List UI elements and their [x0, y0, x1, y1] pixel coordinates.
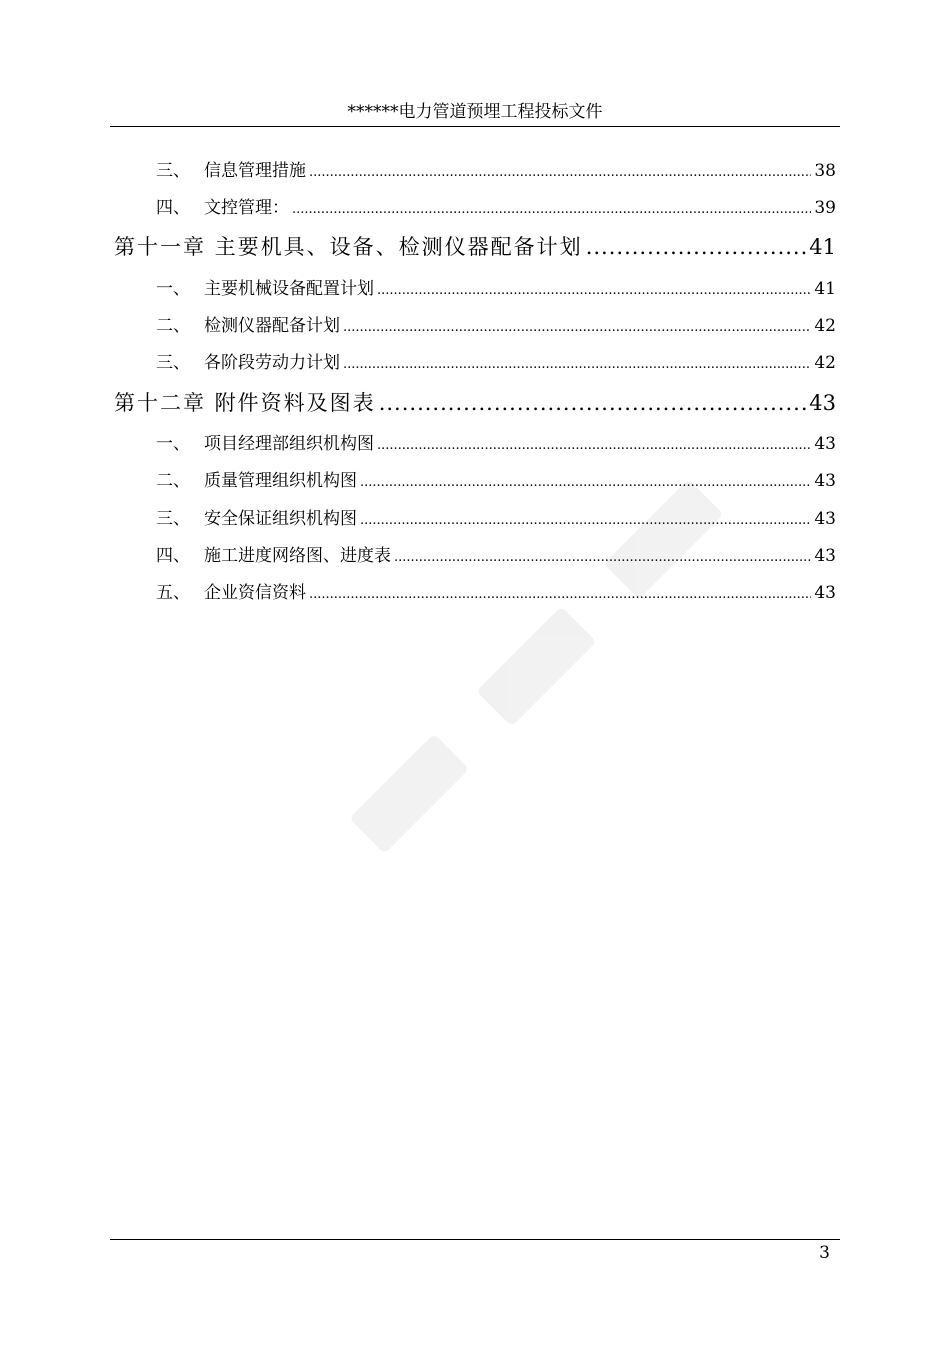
toc-entry-number: 三、 — [156, 161, 190, 181]
toc-entry-label: 企业资信资料 — [204, 583, 306, 603]
toc-entry-page: 43 — [814, 583, 836, 603]
dot-leader — [394, 544, 811, 570]
dot-leader — [309, 159, 811, 185]
header-divider — [110, 126, 840, 127]
toc-entry[interactable] — [156, 196, 836, 220]
dot-leader — [377, 432, 811, 458]
toc-entry[interactable] — [156, 432, 836, 456]
toc-entry[interactable] — [156, 469, 836, 493]
toc-entry-number: 三、 — [156, 509, 190, 529]
toc-entry-label: 施工进度网络图、进度表 — [204, 546, 391, 566]
toc-chapter-entry[interactable] — [114, 232, 836, 262]
watermark-block — [476, 606, 596, 726]
toc-entry-page: 39 — [814, 198, 836, 218]
toc-chapter-entry[interactable] — [114, 388, 836, 418]
page-number: 3 — [819, 1243, 830, 1263]
footer-divider — [110, 1239, 840, 1240]
toc-entry-label: 主要机械设备配置计划 — [204, 279, 374, 299]
dot-leader — [309, 581, 811, 607]
toc-entry-page: 42 — [814, 316, 836, 336]
toc-chapter-label: 第十一章 主要机具、设备、检测仪器配备计划 — [114, 235, 583, 259]
toc-entry[interactable] — [156, 277, 836, 301]
toc-entry-number: 四、 — [156, 198, 190, 218]
toc-entry[interactable] — [156, 581, 836, 605]
toc-entry-label: 文控管理： — [204, 198, 289, 218]
toc-chapter-page: 43 — [809, 391, 836, 415]
dot-leader — [360, 469, 811, 495]
toc-entry[interactable] — [156, 159, 836, 183]
toc-entry-label: 项目经理部组织机构图 — [204, 434, 374, 454]
running-header-title: ******电力管道预埋工程投标文件 — [347, 102, 603, 122]
toc-entry-label: 安全保证组织机构图 — [204, 509, 357, 529]
toc-entry-number: 五、 — [156, 583, 190, 603]
toc-entry-label: 各阶段劳动力计划 — [204, 353, 340, 373]
toc-entry[interactable] — [156, 507, 836, 531]
toc-entry-page: 41 — [814, 279, 836, 299]
toc-entry-label: 检测仪器配备计划 — [204, 316, 340, 336]
toc-entry[interactable] — [156, 544, 836, 568]
dot-leader — [377, 277, 811, 303]
toc-chapter-page: 41 — [809, 235, 836, 259]
toc-entry-page: 43 — [814, 546, 836, 566]
dot-leader — [343, 351, 811, 377]
toc-entry[interactable] — [156, 314, 836, 338]
toc-entry-page: 38 — [814, 161, 836, 181]
toc-entry-number: 三、 — [156, 353, 190, 373]
toc-entry-label: 质量管理组织机构图 — [204, 471, 357, 491]
dot-leader — [343, 314, 811, 340]
toc-entry-page: 43 — [814, 471, 836, 491]
toc-entry-number: 一、 — [156, 279, 190, 299]
toc-entry[interactable] — [156, 351, 836, 375]
dot-leader — [292, 196, 811, 222]
faint-watermark — [349, 479, 731, 861]
toc-entry-number: 二、 — [156, 471, 190, 491]
toc-entry-page: 43 — [814, 509, 836, 529]
toc-entry-label: 信息管理措施 — [204, 161, 306, 181]
watermark-block — [349, 734, 469, 854]
toc-entry-number: 一、 — [156, 434, 190, 454]
toc-entry-page: 43 — [814, 434, 836, 454]
toc-chapter-label: 第十二章 附件资料及图表 — [114, 391, 376, 415]
dot-leader — [379, 388, 807, 418]
toc-entry-number: 四、 — [156, 546, 190, 566]
dot-leader — [360, 507, 811, 533]
toc-entry-number: 二、 — [156, 316, 190, 336]
toc-entry-page: 42 — [814, 353, 836, 373]
dot-leader — [586, 232, 807, 262]
